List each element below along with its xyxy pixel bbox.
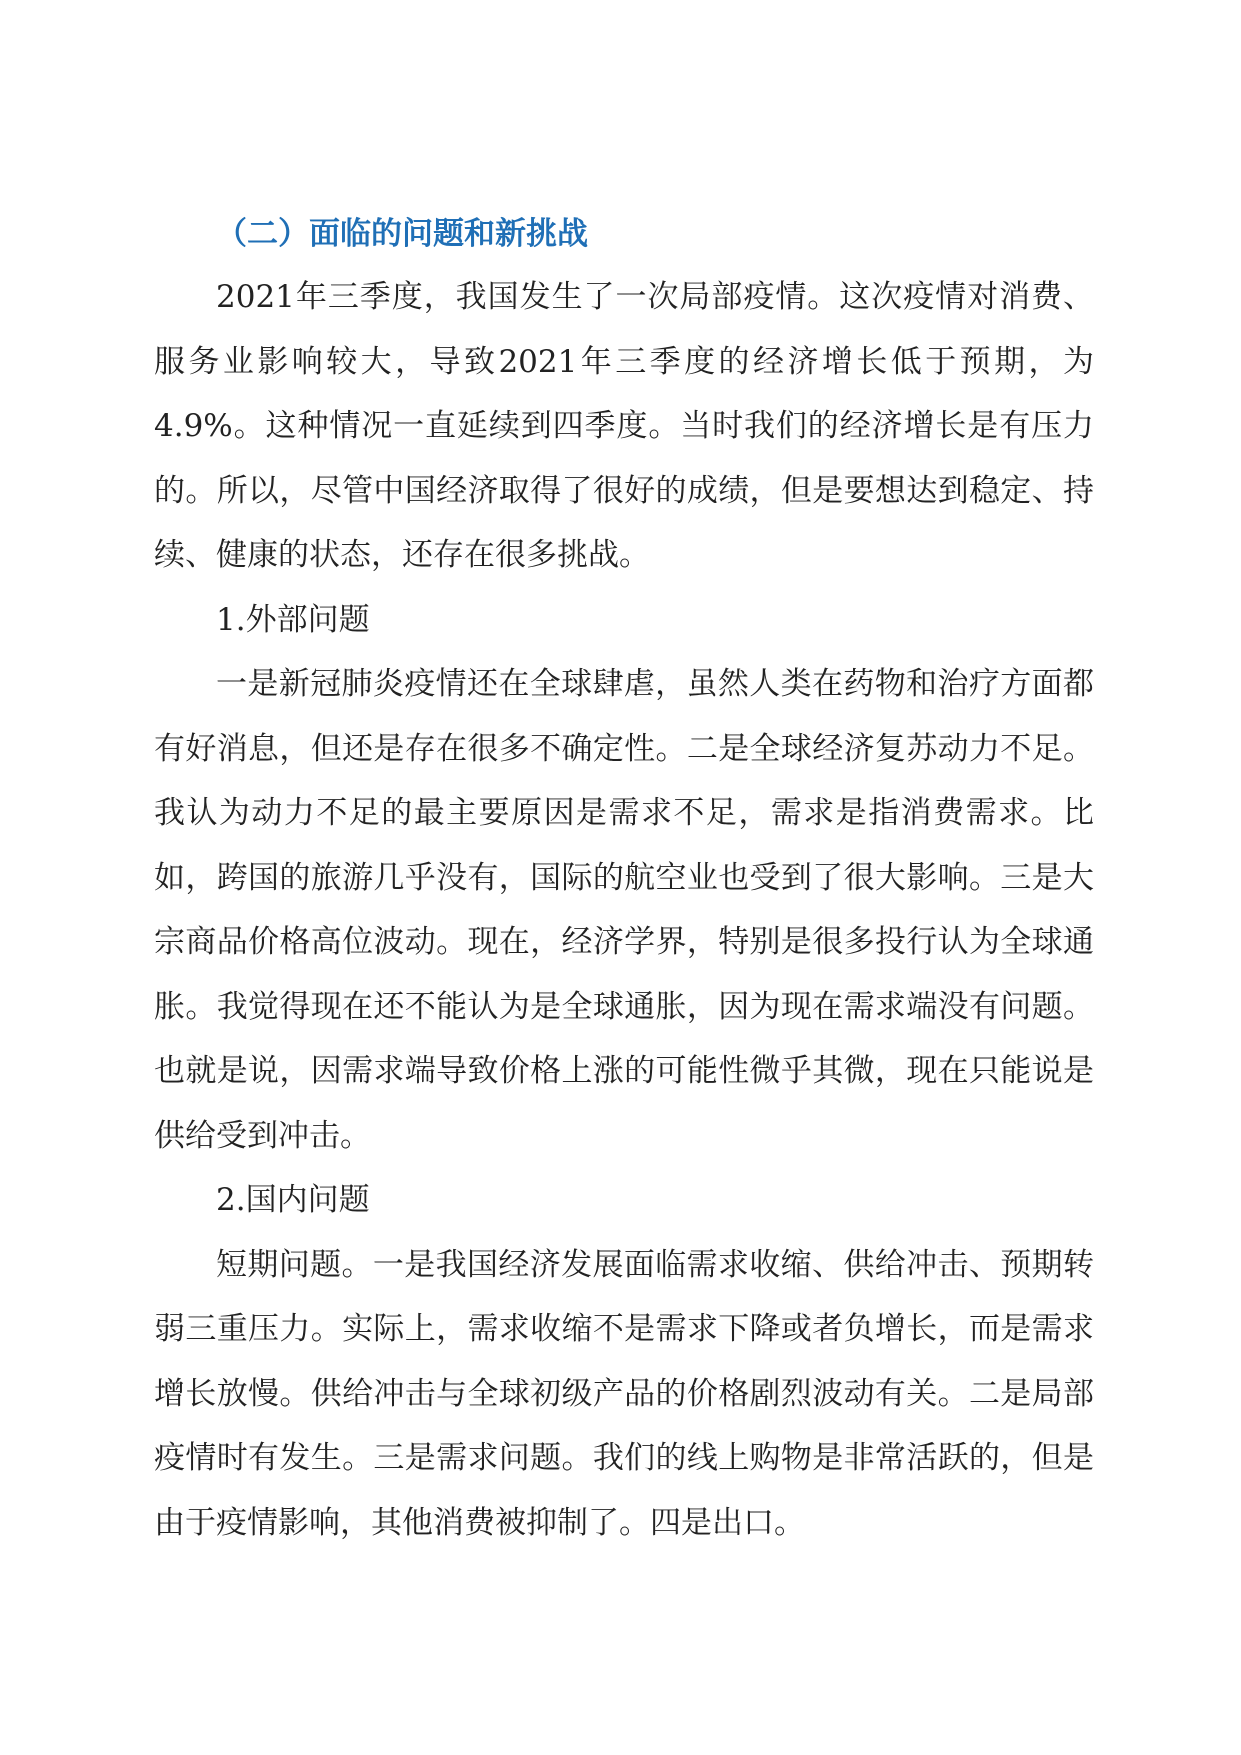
external-issues-title: 1.外部问题 xyxy=(216,601,370,638)
document-body xyxy=(154,203,1094,1555)
domestic-issues-title: 2.国内问题 xyxy=(216,1182,370,1218)
intro-paragraph: 2021年三季度，我国发生了一次局部疫情。这次疫情对消费、服务业影响较大，导致2021年三季度的经济增长低于预期，为4.9%。这种情况一直延续到四季度。当时我们的经济增长是有压力的。所以，尽管中国经济取得了很好的成绩，但是要想达到稳定、持续、健康的状态，还存在很多挑战。 xyxy=(154,279,1094,573)
section-heading: （二）面临的问题和新挑战 xyxy=(216,216,588,252)
external-issues-paragraph: 一是新冠肺炎疫情还在全球肆虐，虽然人类在药物和治疗方面都有好消息，但还是存在很多不确定性。二是全球经济复苏动力不足。我认为动力不足的最主要原因是需求不足，需求是指消费需求。比如，跨国的旅游几乎没有，国际的航空业也受到了很大影响。三是大宗商品价格高位波动。现在，经济学界，特别是很多投行认为全球通胀。我觉得现在还不能认为是全球通胀，因为现在需求端没有问题。也就是说，因需求端导致价格上涨的可能性微乎其微，现在只能说是供给受到冲击。 xyxy=(154,666,1094,1154)
domestic-issues-paragraph: 短期问题。一是我国经济发展面临需求收缩、供给冲击、预期转弱三重压力。实际上，需求收缩不是需求下降或者负增长，而是需求增长放慢。供给冲击与全球初级产品的价格剧烈波动有关。二是局部疫情时有发生。三是需求问题。我们的线上购物是非常活跃的，但是由于疫情影响，其他消费被抑制了。四是出口。 xyxy=(154,1246,1094,1541)
